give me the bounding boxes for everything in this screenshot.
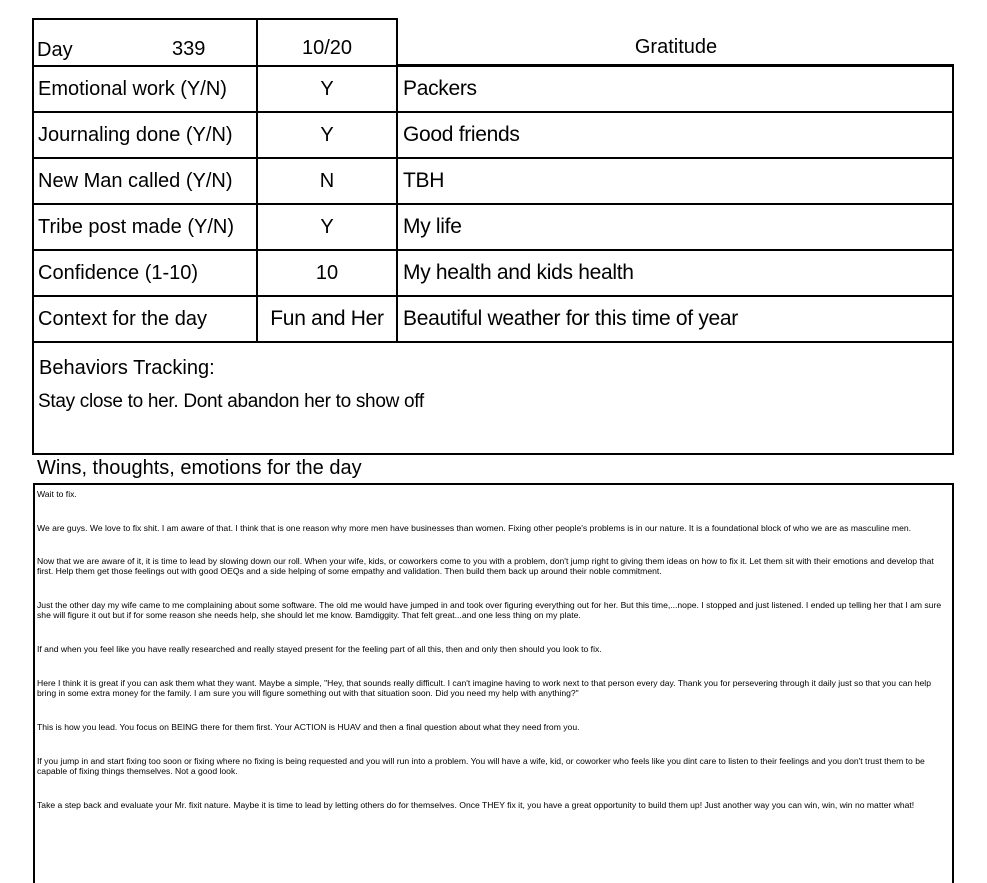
row-value-context [256,295,398,343]
wins-title: Wins, thoughts, emotions for the day [37,457,362,479]
gratitude-item [396,295,954,343]
gratitude-text: Beautiful weather for this time of year [403,307,738,330]
row-label-confidence: Confidence (1-10) [32,249,258,297]
wins-paragraph: We are guys. We love to fix shit. I am aware of that. I think that is one reason why more men have businesses than women. Fixing other people's problems is in our nature. It is a foundational block of who we are as masculine men. [37,523,912,533]
date-value: 10/20 [301,37,353,59]
row-value-journaling: Y [256,111,398,159]
gratitude-text: TBH [403,169,445,192]
row-value-confidence: 10 [256,249,398,297]
wins-paragraph: Take a step back and evaluate your Mr. fixit nature. Maybe it is time to lead by letting others do for themselves. Once THEY fix it, you have a great opportunity to build them up! Just another way you can win, win, win no matter what! [37,800,915,810]
gratitude-header-label: Gratitude [634,35,718,58]
wins-paragraph: This is how you lead. You focus on BEING there for them first. Your ACTION is HUAV and then a final question about what they need from you. [37,722,580,732]
behaviors-title: Behaviors Tracking: [39,357,215,379]
wins-paragraph: If and when you feel like you have really researched and really stayed present for the feeling part of all this, then and only then should you look to fix. [37,644,602,654]
day-cell [32,18,258,67]
wins-paragraph: Here I think it is great if you can ask them what they want. Maybe a simple, "Hey, that sounds really difficult. I can't imagine having to work next to that person every day. Thank you for persevering through it daily just so that you can help bring in some extra money for the family. I am sure you will figure something out with that situation soon. Did you need my help with anything?" [37,678,931,698]
behaviors-text: Stay close to her. Dont abandon her to show off [38,391,424,412]
gratitude-text: Packers [403,77,477,100]
gratitude-item [396,111,954,159]
wins-paragraph: Now that we are aware of it, it is time to lead by slowing down our roll. When your wife, kids, or coworkers come to you with a problem, don't jump right to giving them ideas on how to fix it. Let them sit with their emotions and develop that first. Help them get those feelings out with good OEQs and a side helping of some empathy and validation. Then build them back up around their noble commitment. [37,556,934,576]
day-label: Day [37,39,73,61]
row-value-emotional-work: Y [256,65,398,113]
row-value-new-man-called: N [256,157,398,205]
wins-paragraph: Wait to fix. [37,489,77,499]
row-label-new-man-called: New Man called (Y/N) [32,157,258,205]
gratitude-item [396,203,954,251]
date-cell [256,18,398,67]
row-value-tribe-post: Y [256,203,398,251]
gratitude-text: My life [403,215,462,238]
day-number: 339 [172,38,206,60]
gratitude-header [398,30,954,66]
gratitude-text: Good friends [403,123,520,146]
row-label-context: Context for the day [32,295,258,343]
context-text: Fun and Her [270,307,384,330]
gratitude-item [396,65,954,113]
row-label-tribe-post: Tribe post made (Y/N) [32,203,258,251]
row-label-emotional-work: Emotional work (Y/N) [32,65,258,113]
wins-box [33,483,954,883]
behaviors-box [32,341,954,455]
gratitude-item [396,157,954,205]
tracker-table [32,65,954,343]
wins-paragraph: Just the other day my wife came to me complaining about some software. The old me would have jumped in and took over figuring everything out for her. But this time,...nope. I stopped and just listened. I ended up telling her that I am sure she will figure it out but if for some reason she needs help, she should let me know. Bamdiggity. That felt great...and one less thing on my plate. [37,600,942,620]
gratitude-item [396,249,954,297]
wins-paragraph: If you jump in and start fixing too soon or fixing where no fixing is being requested and you will run into a problem. You will have a wife, kid, or coworker who feels like you dint care to listen to their feelings and you don't trust them to be capable of fixing things themselves. Not a good look. [37,756,925,776]
gratitude-text: My health and kids health [403,261,634,284]
row-label-journaling: Journaling done (Y/N) [32,111,258,159]
